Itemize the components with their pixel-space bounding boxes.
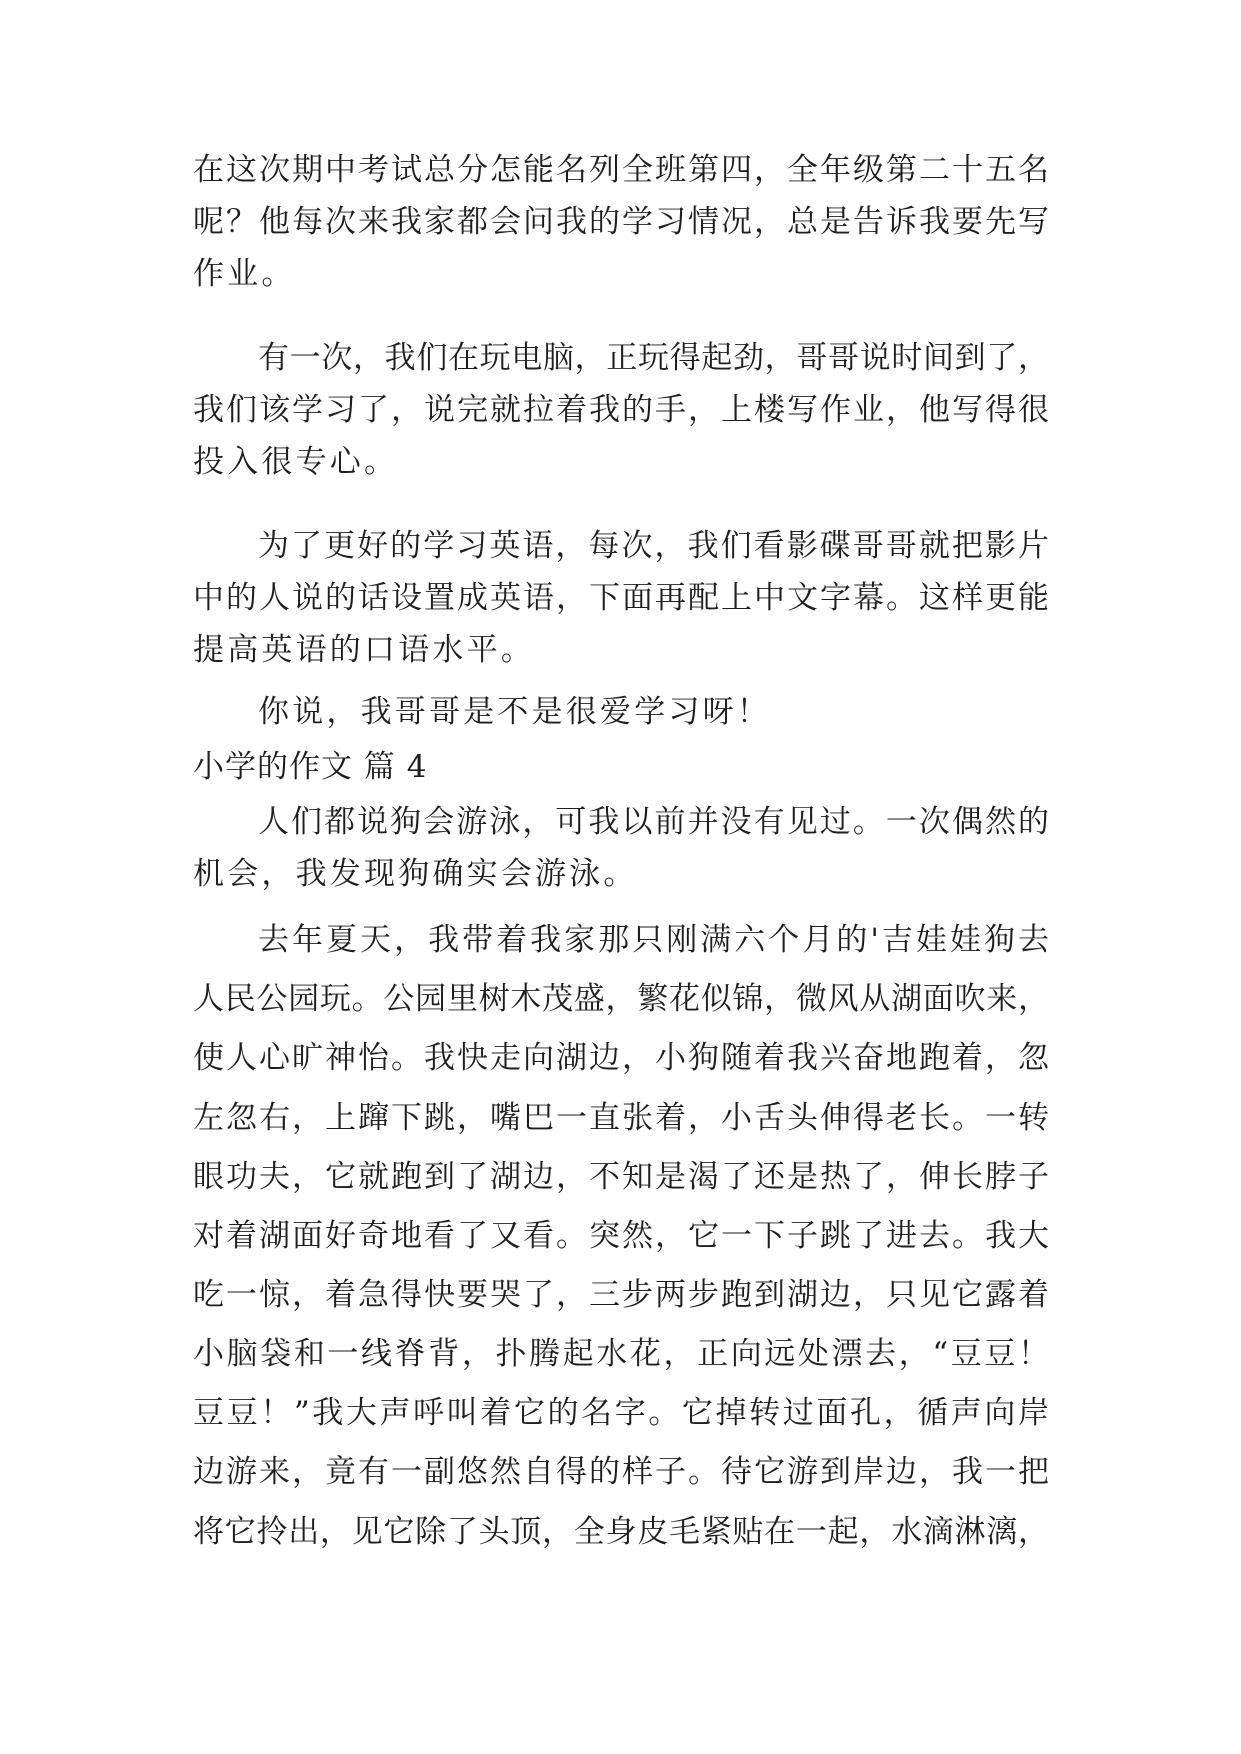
text-line: 对着湖面好奇地看了又看。突然，它一下子跳了进去。我大 <box>193 1218 1049 1254</box>
text-line: 边游来，竟有一副悠然自得的样子。待它游到岸边，我一把 <box>193 1454 1049 1490</box>
text-line: 豆豆！”我大声呼叫着它的名字。它掉转过面孔，循声向岸 <box>193 1395 1049 1431</box>
text-line: 左忽右，上蹿下跳，嘴巴一直张着，小舌头伸得老长。一转 <box>193 1100 1049 1136</box>
text-line: 提高英语的口语水平。 <box>193 632 535 668</box>
text-line: 机会，我发现狗确实会游泳。 <box>193 856 638 892</box>
text-line: 吃一惊，着急得快要哭了，三步两步跑到湖边，只见它露着 <box>193 1277 1049 1313</box>
text-line: 呢？他每次来我家都会问我的学习情况，总是告诉我要先写 <box>193 204 1049 240</box>
paragraph-first-line: 你说，我哥哥是不是很爱学习呀！ <box>258 694 771 730</box>
text-line: 在这次期中考试总分怎能名列全班第四，全年级第二十五名 <box>193 152 1049 188</box>
text-line: 眼功夫，它就跑到了湖边，不知是渴了还是热了，伸长脖子 <box>193 1159 1049 1195</box>
text-line: 使人心旷神怡。我快走向湖边，小狗随着我兴奋地跑着，忽 <box>193 1040 1049 1076</box>
text-line: 我们该学习了，说完就拉着我的手，上楼写作业，他写得很 <box>193 392 1049 428</box>
paragraph-first-line: 去年夏天，我带着我家那只刚满六个月的'吉娃娃狗去 <box>258 922 1049 958</box>
text-line: 人民公园玩。公园里树木茂盛，繁花似锦，微风从湖面吹来， <box>193 981 1049 1017</box>
text-line: 中的人说的话设置成英语，下面再配上中文字幕。这样更能 <box>193 580 1049 616</box>
text-line: 小脑袋和一线脊背，扑腾起水花，正向远处漂去，“豆豆！ <box>193 1336 1049 1372</box>
text-line: 作业。 <box>193 256 296 292</box>
text-line: 将它拎出，见它除了头顶，全身皮毛紧贴在一起，水滴淋漓， <box>193 1514 1049 1550</box>
paragraph-first-line: 人们都说狗会游泳，可我以前并没有见过。一次偶然的 <box>258 804 1049 840</box>
paragraph-first-line: 为了更好的学习英语，每次，我们看影碟哥哥就把影片 <box>258 528 1049 564</box>
text-line: 投入很专心。 <box>193 444 399 480</box>
paragraph-first-line: 有一次，我们在玩电脑，正玩得起劲，哥哥说时间到了， <box>258 340 1049 376</box>
section-heading: 小学的作文 篇 4 <box>193 749 428 785</box>
